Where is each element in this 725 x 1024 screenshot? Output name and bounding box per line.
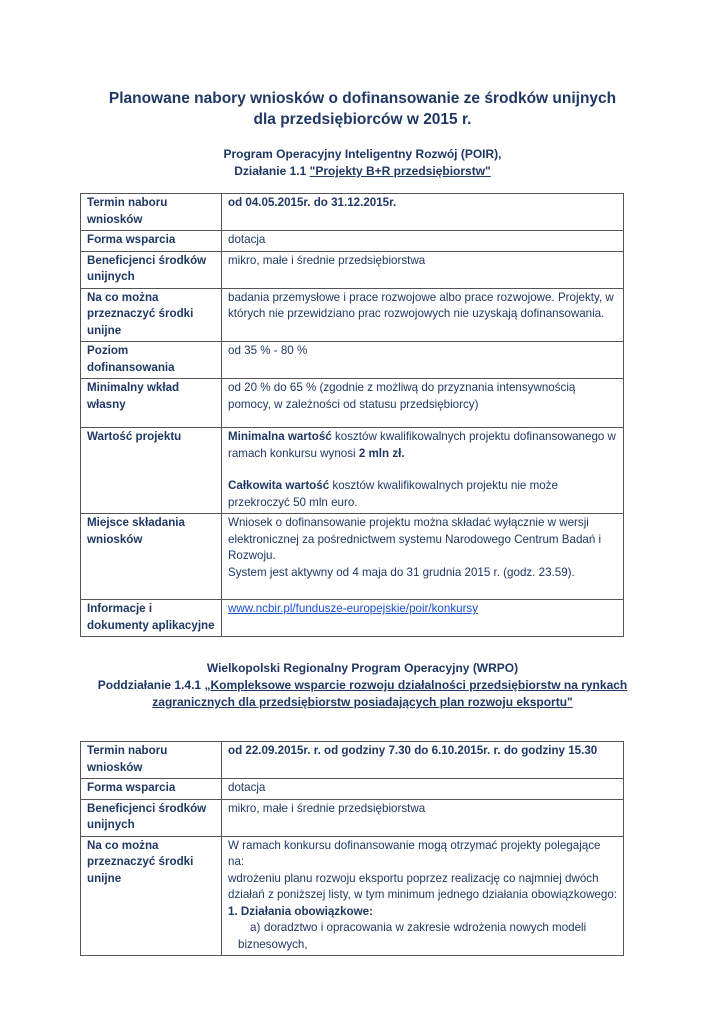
termin-value: od 04.05.2015r. do 31.12.2015r. [222, 194, 624, 231]
wartosc-total [228, 478, 618, 511]
table-row [81, 600, 624, 637]
wklad-value: od 20 % do 65 % (zgodnie z możliwą do przyznania intensywnością pomocy, w zależności od statusu przedsiębiorcy) [222, 379, 624, 428]
forma-label: Forma wsparcia [81, 779, 222, 800]
spacer [228, 462, 618, 478]
page-title-line1: Planowane nabory wniosków o dofinansowanie ze środków unijnych [108, 90, 617, 107]
wartosc-min-amount: 2 mln zł. [358, 446, 405, 460]
table-row [81, 342, 624, 379]
wartosc-label: Wartość projektu [81, 428, 222, 514]
table-row [81, 428, 624, 514]
section2-program-name-1: „Kompleksowe wsparcie rozwoju działalności przedsiębiorstw na rynkach [204, 678, 628, 692]
na-co-value-1: W ramach konkursu dofinansowanie mogą otrzymać projekty polegające na: [228, 838, 601, 868]
section2-table [80, 741, 624, 956]
section1-heading-line1: Program Operacyjny Inteligentny Rozwój (POIR), [223, 147, 502, 161]
section2-heading-prefix: Poddziałanie 1.4.1 [97, 678, 205, 692]
list-item-text: doradztwo i opracowania w zakresie wdrożenia nowych modeli biznesowych, [238, 921, 587, 951]
table-row [81, 779, 624, 800]
wartosc-min-bold: Minimalna wartość [228, 430, 332, 443]
informacje-label: Informacje i dokumenty aplikacyjne [81, 600, 222, 637]
forma-value: dotacja [222, 231, 624, 252]
miejsce-value-2: System jest aktywny od 4 maja do 31 grudnia 2015 r. (godz. 23.59). [228, 565, 575, 579]
section2-heading-line1: Wielkopolski Regionalny Program Operacyjny (WRPO) [206, 661, 519, 675]
section2-heading [0, 660, 725, 711]
wartosc-min [228, 429, 618, 462]
table-row [81, 799, 624, 836]
miejsce-label: Miejsce składania wniosków [81, 514, 222, 600]
poziom-value: od 35 % - 80 % [222, 342, 624, 379]
termin-label: Termin naboru wniosków [81, 194, 222, 231]
wartosc-min-text: kosztów kwalifikowalnych projektu dofinansowanego w ramach konkursu wynosi [228, 430, 616, 460]
forma-label: Forma wsparcia [81, 231, 222, 252]
na-co-value: badania przemysłowe i prace rozwojowe albo prace rozwojowe. Projekty, w których nie przewidziano prac rozwojowych nie uzyskają dofinansowania. [222, 288, 624, 342]
beneficjenci-label: Beneficjenci środków unijnych [81, 799, 222, 836]
table-row [81, 836, 624, 956]
list-item [228, 920, 618, 953]
wklad-label: Minimalny wkład własny [81, 379, 222, 428]
table-row [81, 288, 624, 342]
section1-heading [0, 146, 725, 180]
section1-table [80, 193, 624, 637]
section2-program-name-2: zagranicznych dla przedsiębiorstw posiadających plan rozwoju eksportu" [152, 695, 573, 709]
termin-label: Termin naboru wniosków [81, 742, 222, 779]
page-title-line2: dla przedsiębiorców w 2015 r. [253, 111, 472, 128]
wartosc-total-bold: Całkowita wartość [228, 479, 330, 492]
konkursy-link[interactable]: www.ncbir.pl/fundusze-europejskie/poir/konkursy [228, 602, 479, 615]
na-co-value-2: wdrożeniu planu rozwoju eksportu poprzez realizację co najmniej dwóch działań z poniższej listy, w tym minimum jednego działania obowiązkowego: [228, 871, 618, 901]
section1-heading-line2 [0, 163, 725, 180]
beneficjenci-value: mikro, małe i średnie przedsiębiorstwa [222, 799, 624, 836]
table-row [81, 194, 624, 231]
table-row [81, 379, 624, 428]
miejsce-value [222, 514, 624, 600]
na-co-value-3: 1. Działania obowiązkowe: [228, 904, 373, 918]
na-co-label: Na co można przeznaczyć środki unijne [81, 836, 222, 956]
list-marker: a) [250, 921, 261, 934]
termin-value: od 22.09.2015r. r. od godziny 7.30 do 6.10.2015r. r. do godziny 15.30 [222, 742, 624, 779]
section2-heading-line2 [0, 677, 725, 694]
beneficjenci-label: Beneficjenci środków unijnych [81, 251, 222, 288]
beneficjenci-value: mikro, małe i średnie przedsiębiorstwa [222, 251, 624, 288]
section1-heading-prefix: Działanie 1.1 [234, 164, 310, 178]
na-co-value [222, 836, 624, 956]
wartosc-value [222, 428, 624, 514]
poziom-label: Poziom dofinansowania [81, 342, 222, 379]
page-title [0, 88, 725, 130]
table-row [81, 742, 624, 779]
wartosc-total-text: kosztów kwalifikowalnych projektu nie może przekroczyć 50 mln euro. [228, 479, 558, 509]
table-row [81, 231, 624, 252]
forma-value: dotacja [222, 779, 624, 800]
table-row [81, 251, 624, 288]
informacje-value [222, 600, 624, 637]
table-row [81, 514, 624, 600]
na-co-label: Na co można przeznaczyć środki unijne [81, 288, 222, 342]
section1-program-name: "Projekty B+R przedsiębiorstw" [309, 164, 491, 178]
miejsce-value-1: Wniosek o dofinansowanie projektu można składać wyłącznie w wersji elektronicznej za pośrednictwem systemu Narodowego Centrum Badań i Rozwoju. [228, 516, 602, 562]
